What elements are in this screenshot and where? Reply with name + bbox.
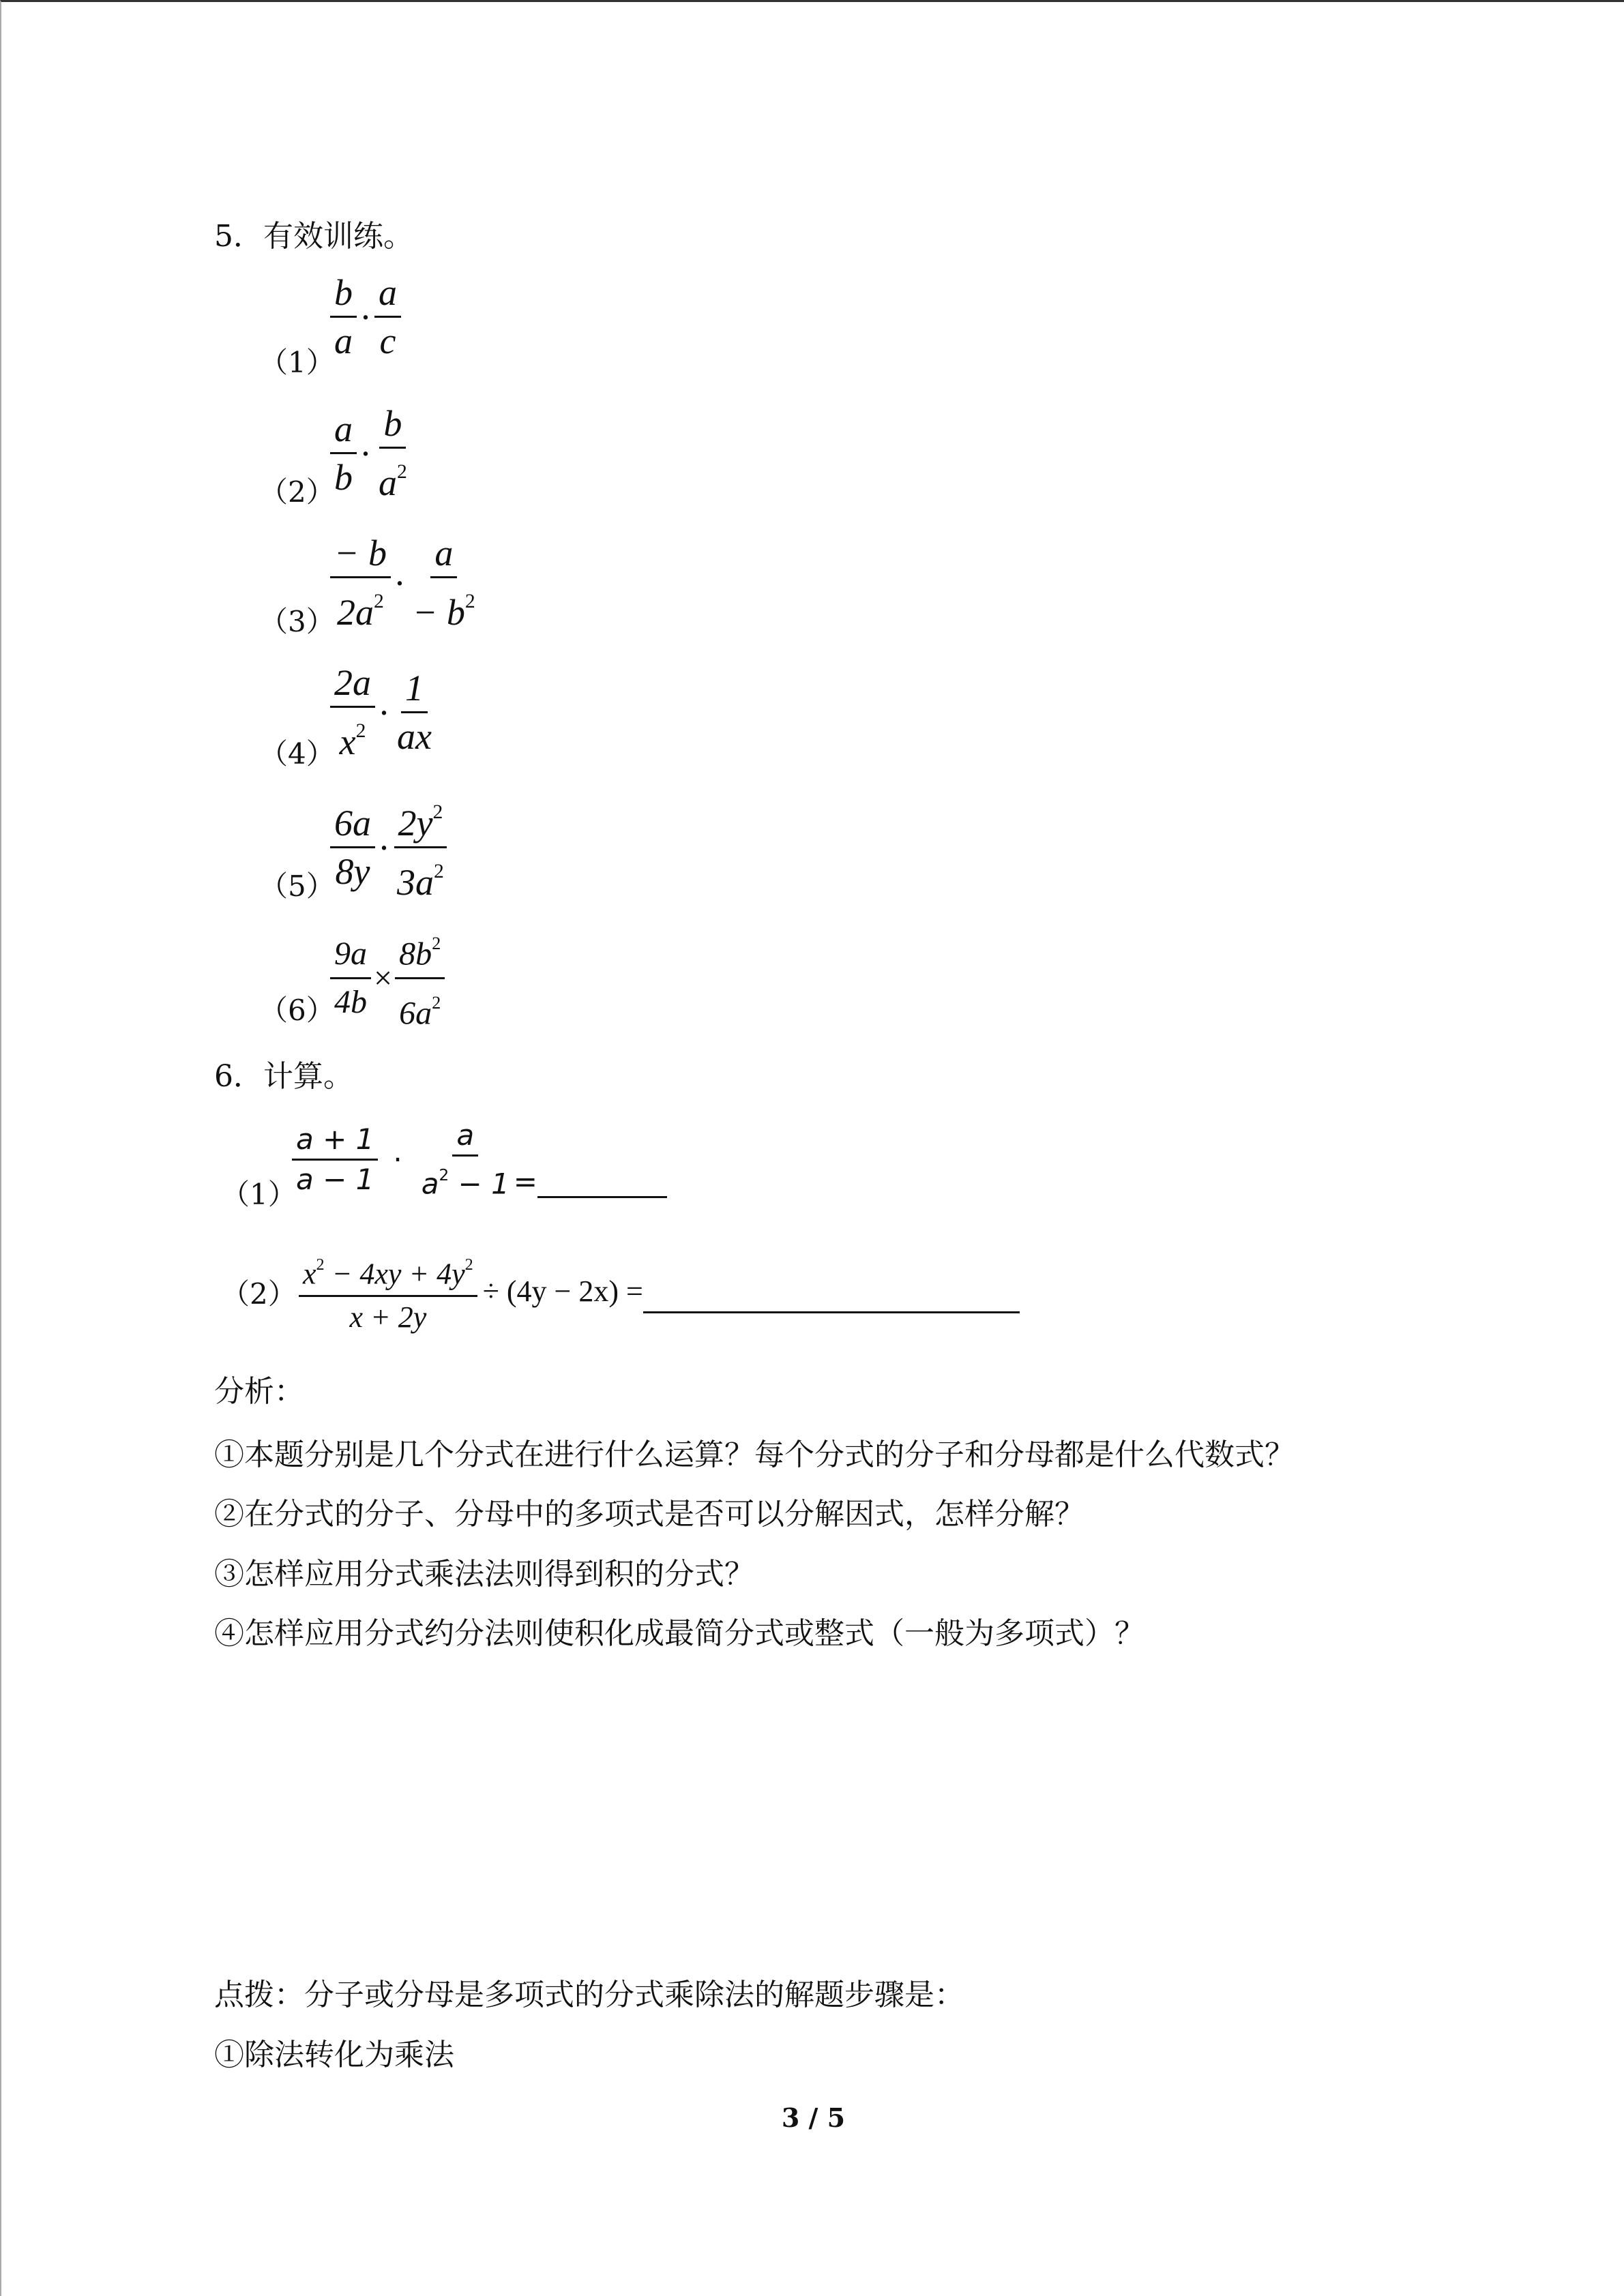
fraction xyxy=(299,1244,477,1338)
q5-item-label-6: （6） xyxy=(259,994,335,1027)
q6-expression-1 xyxy=(292,1116,667,1204)
q6-item-label-1: （1） xyxy=(221,1178,297,1211)
q5-heading: 5．有效训练。 xyxy=(214,219,413,254)
base: 3a xyxy=(396,862,434,904)
fraction xyxy=(330,931,371,1026)
fraction xyxy=(409,530,479,636)
denominator: x + 2y xyxy=(349,1300,427,1334)
exponent: 2 xyxy=(432,992,441,1013)
exponent: 2 xyxy=(464,591,475,612)
operator: · xyxy=(393,562,406,603)
fraction xyxy=(374,400,411,506)
equals-sign: = xyxy=(513,1164,537,1198)
numerator: a xyxy=(452,1116,478,1157)
denominator xyxy=(336,708,370,765)
operator: · xyxy=(378,826,390,868)
exponent: 2 xyxy=(439,1167,449,1184)
q5-item-label-3: （3） xyxy=(259,605,335,638)
division-tail: ÷ (4y − 2x) = xyxy=(482,1274,643,1308)
numerator: 9a xyxy=(330,931,371,979)
analysis-line-1: ①本题分别是几个分式在进行什么运算？每个分式的分子和分母都是什么代数式？ xyxy=(214,1437,1295,1472)
denominator: 4b xyxy=(334,984,367,1021)
q5-expression-2 xyxy=(330,400,411,506)
exponent: 2 xyxy=(396,461,407,483)
exponent: 2 xyxy=(355,720,366,742)
q5-expression-1 xyxy=(330,269,401,364)
operator: · xyxy=(378,691,390,733)
denominator: ax xyxy=(396,716,432,758)
numerator: b xyxy=(379,400,406,449)
fraction xyxy=(330,800,375,895)
fraction xyxy=(330,659,375,765)
numerator: a + 1 xyxy=(292,1120,378,1161)
denominator xyxy=(395,979,445,1037)
operator: · xyxy=(359,296,372,338)
denominator: b xyxy=(334,457,353,498)
base: − b xyxy=(412,592,465,633)
denominator xyxy=(333,578,388,636)
denominator: 8y xyxy=(335,851,370,893)
exponent: 2 xyxy=(464,1255,473,1274)
numerator: 1 xyxy=(401,665,428,713)
operator: · xyxy=(393,1143,402,1177)
fraction xyxy=(330,530,391,636)
denominator: a xyxy=(334,320,353,361)
numerator xyxy=(395,920,445,979)
denominator xyxy=(374,449,411,506)
base: 8b xyxy=(399,936,432,972)
fraction xyxy=(292,1120,378,1199)
analysis-line-4: ④怎样应用分式约分法则使积化成最简分式或整式（一般为多项式）？ xyxy=(214,1616,1145,1651)
numerator: 2a xyxy=(330,659,375,708)
answer-blank[interactable] xyxy=(537,1165,667,1198)
fraction xyxy=(395,920,445,1037)
numerator: a xyxy=(430,530,457,578)
fraction xyxy=(330,269,357,364)
exponent: 2 xyxy=(432,933,441,953)
exponent: 2 xyxy=(316,1255,325,1274)
term: x xyxy=(303,1257,316,1291)
numerator xyxy=(394,789,447,848)
term: − 4xy + 4y xyxy=(324,1257,465,1291)
q5-item-label-5: （5） xyxy=(259,869,335,903)
numerator: − b xyxy=(330,530,391,578)
base: 6a xyxy=(399,995,432,1032)
numerator: a xyxy=(330,406,357,454)
q5-expression-4 xyxy=(330,659,436,765)
q6-expression-2 xyxy=(299,1244,1020,1338)
base: 2a xyxy=(337,592,374,633)
analysis-heading: 分析： xyxy=(214,1374,304,1409)
fraction xyxy=(330,406,357,501)
analysis-line-2: ②在分式的分子、分母中的多项式是否可以分解因式，怎样分解？ xyxy=(214,1497,1084,1532)
tips-heading: 点拨：分子或分母是多项式的分式乘除法的解题步骤是： xyxy=(214,1978,964,2012)
exponent: 2 xyxy=(432,801,443,823)
q5-expression-5 xyxy=(330,789,448,906)
base: a xyxy=(421,1167,439,1201)
fraction xyxy=(374,269,401,364)
operator: · xyxy=(359,432,372,474)
analysis-line-3: ③怎样应用分式乘法法则得到积的分式？ xyxy=(214,1557,754,1592)
numerator xyxy=(299,1244,477,1297)
tips-line-1: ①除法转化为乘法 xyxy=(214,2038,454,2072)
denominator xyxy=(409,578,479,636)
numerator: 6a xyxy=(330,800,375,848)
answer-blank[interactable] xyxy=(643,1284,1020,1313)
q5-item-label-2: （2） xyxy=(259,475,335,509)
fraction xyxy=(417,1116,514,1204)
fraction xyxy=(393,789,448,906)
numerator: b xyxy=(330,269,357,318)
q6-heading: 6．计算。 xyxy=(214,1059,353,1094)
exponent: 2 xyxy=(433,861,444,883)
q5-item-label-4: （4） xyxy=(259,737,335,771)
q5-expression-6 xyxy=(330,920,445,1037)
exponent: 2 xyxy=(374,591,384,612)
fraction xyxy=(393,665,436,760)
base: x xyxy=(339,721,356,763)
q6-item-label-2: （2） xyxy=(221,1277,297,1311)
denominator: a − 1 xyxy=(296,1163,374,1197)
base: a xyxy=(378,462,397,504)
denominator xyxy=(393,848,448,906)
base: 2y xyxy=(398,803,433,844)
denominator: c xyxy=(379,320,396,361)
numerator: a xyxy=(374,269,401,318)
q5-item-label-1: （1） xyxy=(259,346,335,379)
operator: × xyxy=(374,960,393,997)
page-number: 3 / 5 xyxy=(781,2102,846,2133)
q5-expression-3 xyxy=(330,530,479,636)
denominator-tail: − 1 xyxy=(449,1167,510,1201)
denominator xyxy=(417,1157,514,1204)
